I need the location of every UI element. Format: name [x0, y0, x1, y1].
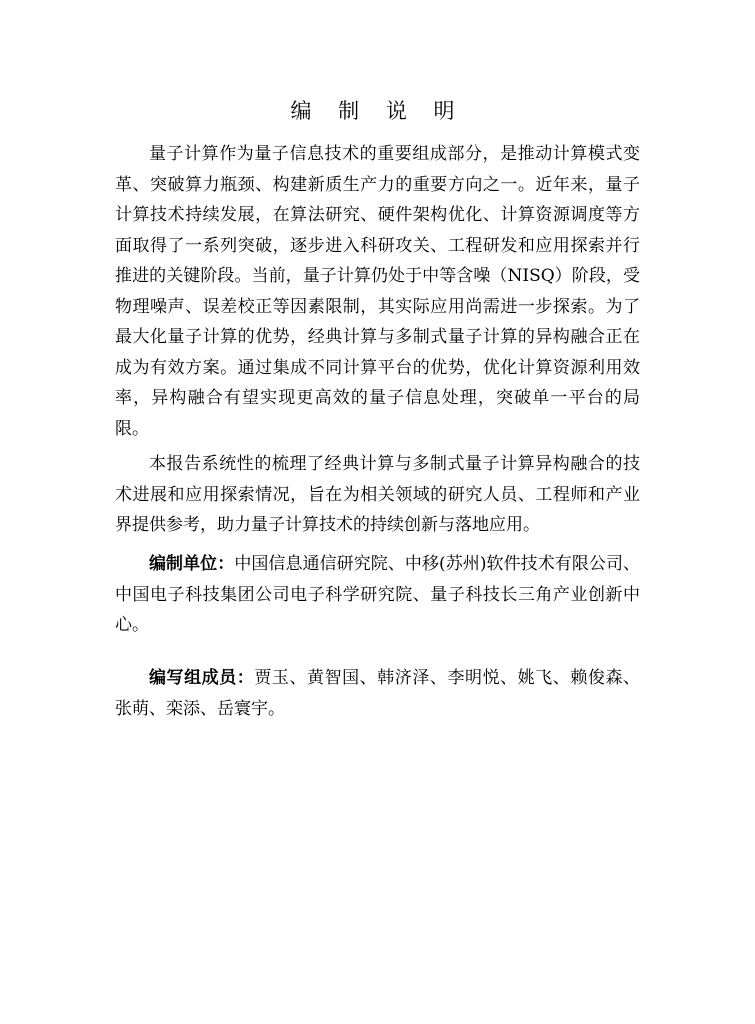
compiling-units-label: 编制单位：	[149, 554, 235, 574]
authors-label: 编写组成员：	[149, 668, 255, 688]
scope-paragraph: 本报告系统性的梳理了经典计算与多制式量子计算异构融合的技术进展和应用探索情况，旨在为相关领域的研究人员、工程师和产业界提供参考，助力量子计算技术的持续创新与落地应用。	[115, 454, 640, 535]
authors-value: 贾玉、黄智国、韩济泽、李明悦、姚飞、赖俊森、张萌、栾添、岳寰宇。	[115, 668, 641, 719]
authors-paragraph	[115, 663, 640, 724]
page-title: 编 制 说 明	[290, 99, 465, 123]
intro-paragraph: 量子计算作为量子信息技术的重要组成部分，是推动计算模式变革、突破算力瓶颈、构建新质生产力的重要方向之一。近年来，量子计算技术持续发展，在算法研究、硬件架构优化、计算资源调度等方面取得了一系列突破，逐步进入科研攻关、工程研发和应用探索并行推进的关键阶段。当前，量子计算仍处于中等含噪（NISQ）阶段，受物理噪声、误差校正等因素限制，其实际应用尚需进一步探索。为了最大化量子计算的优势，经典计算与多制式量子计算的异构融合正在成为有效方案。通过集成不同计算平台的优势，优化计算资源利用效率，异构融合有望实现更高效的量子信息处理，突破单一平台的局限。	[115, 144, 640, 439]
compiling-units-paragraph	[115, 549, 640, 641]
compiling-units-value: 中国信息通信研究院、中移(苏州)软件技术有限公司、中国电子科技集团公司电子科学研究院、量子科技长三角产业创新中心。	[115, 554, 641, 635]
